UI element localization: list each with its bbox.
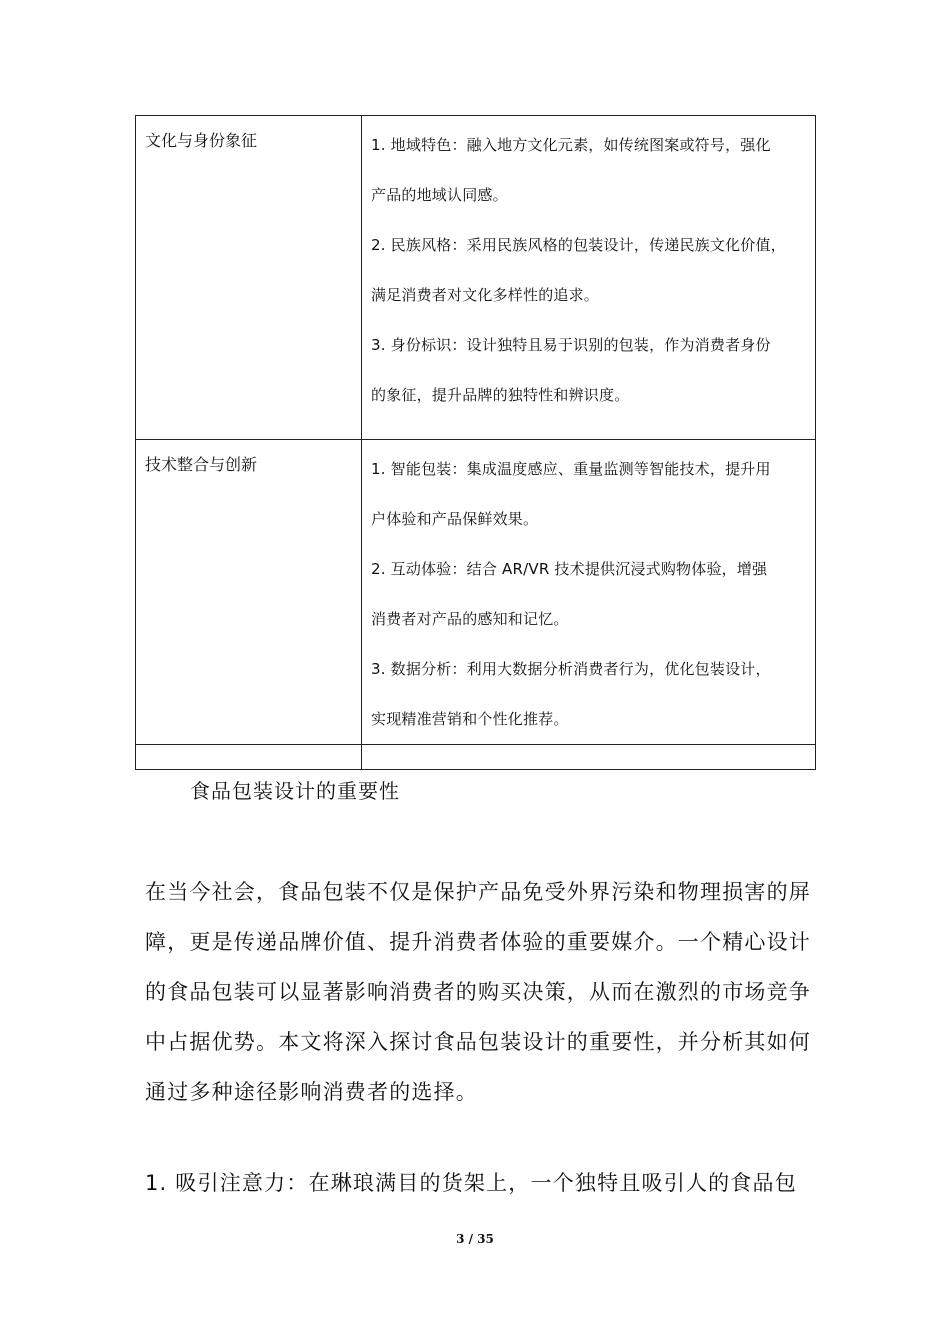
- page-number: 3 / 35: [456, 1232, 494, 1246]
- description-cell: [362, 440, 816, 745]
- empty-cell: [136, 745, 362, 770]
- description-line: 户体验和产品保鲜效果。: [371, 510, 539, 528]
- list-item: 1. 吸引注意力：在琳琅满目的货架上，一个独特且吸引人的食品包: [145, 1171, 797, 1195]
- paragraph-line: 在当今社会，食品包装不仅是保护产品免受外界污染和物理损害的屏: [145, 880, 811, 904]
- description-line: 消费者对产品的感知和记忆。: [371, 610, 569, 628]
- paragraph-line: 通过多种途径影响消费者的选择。: [145, 1080, 478, 1104]
- paragraph-line: 中占据优势。本文将深入探讨食品包装设计的重要性，并分析其如何: [145, 1030, 811, 1054]
- description-line: 满足消费者对文化多样性的追求。: [371, 286, 600, 304]
- category-label: 技术整合与创新: [145, 455, 258, 474]
- category-cell: [136, 116, 362, 440]
- empty-cell: [362, 745, 816, 770]
- table-row: [136, 440, 816, 745]
- feature-table: [135, 115, 816, 770]
- table-row: [136, 116, 816, 440]
- description-line: 2. 互动体验：结合 AR/VR 技术提供沉浸式购物体验，增强: [371, 560, 768, 578]
- category-label: 文化与身份象征: [145, 131, 258, 150]
- description-line: 产品的地域认同感。: [371, 186, 508, 204]
- description-line: 3. 数据分析：利用大数据分析消费者行为，优化包装设计，: [371, 660, 771, 678]
- paragraph-line: 障，更是传递品牌价值、提升消费者体验的重要媒介。一个精心设计: [145, 930, 811, 954]
- description-line: 1. 地域特色：融入地方文化元素，如传统图案或符号，强化: [371, 136, 771, 154]
- description-cell: [362, 116, 816, 440]
- description-line: 1. 智能包装：集成温度感应、重量监测等智能技术，提升用: [371, 460, 771, 478]
- category-cell: [136, 440, 362, 745]
- description-line: 3. 身份标识：设计独特且易于识别的包装，作为消费者身份: [371, 336, 771, 354]
- body-paragraph: [145, 867, 815, 1117]
- description-line: 的象征，提升品牌的独特性和辨识度。: [371, 386, 630, 404]
- section-heading: 食品包装设计的重要性: [190, 779, 400, 803]
- description-line: 2. 民族风格：采用民族风格的包装设计，传递民族文化价值，: [371, 236, 786, 254]
- table-row-empty: [136, 745, 816, 770]
- paragraph-line: 的食品包装可以显著影响消费者的购买决策，从而在激烈的市场竞争: [145, 980, 811, 1004]
- description-line: 实现精准营销和个性化推荐。: [371, 710, 569, 728]
